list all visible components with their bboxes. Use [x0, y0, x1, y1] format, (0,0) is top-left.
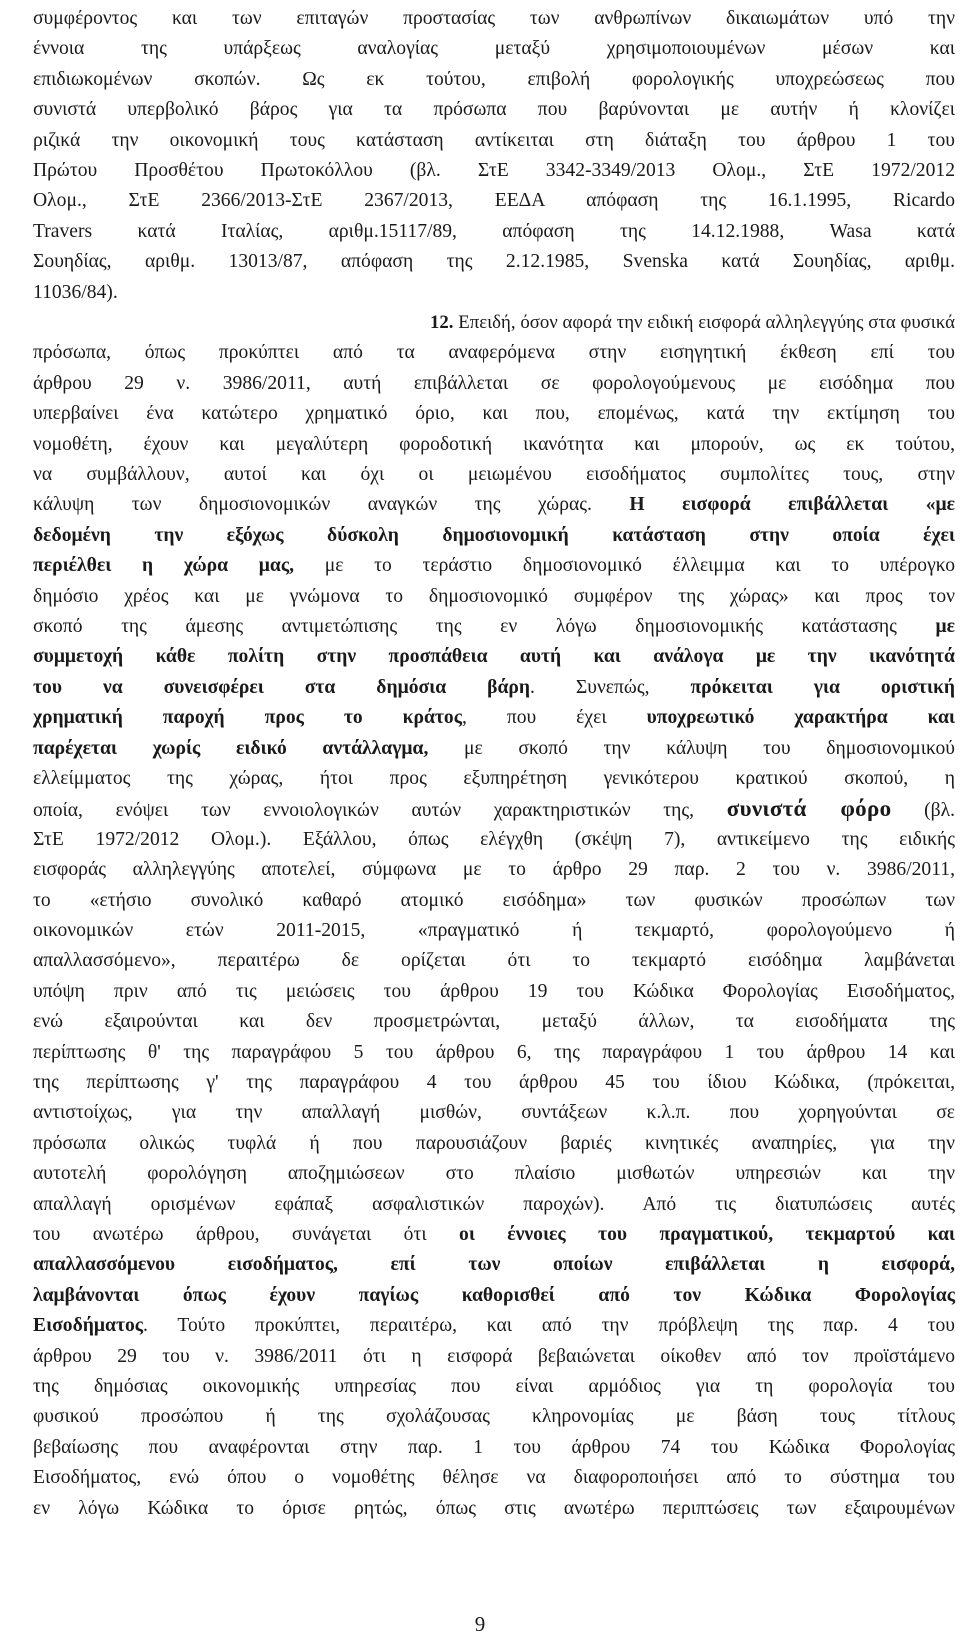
text-run: έννοια της υπάρξεως αναλογίας μεταξύ χρησιμοποιουμένων μέσων και: [33, 38, 955, 60]
text-line: [33, 490, 955, 520]
text-line: [33, 1281, 955, 1311]
text-line: [33, 278, 955, 308]
text-run: υπερβαίνει ένα κατώτερο χρηματικό όριο, και που, επομένως, κατά την εκτίμηση του: [33, 403, 955, 425]
text-run: δημόσιο χρέος και με γνώμονα το δημοσιονομικό συμφέρον της χώρας» και προς τον: [33, 585, 955, 607]
bold-text: συμμετοχή κάθε πολίτη στην προσπάθεια αυτή και ανάλογα με την ικανότητά: [33, 646, 955, 668]
text-line: [33, 1038, 955, 1068]
text-line: [33, 126, 955, 156]
text-run: με το τεράστιο δημοσιονομικό έλλειμμα και το υπέρογκο: [294, 555, 955, 577]
text-line: [33, 855, 955, 885]
text-line: [33, 1068, 955, 1098]
bold-text: με: [935, 616, 955, 637]
text-run: αντιστοίχως, για την απαλλαγή μισθών, συντάξεων κ.λ.π. που χορηγούνται σε: [33, 1102, 955, 1124]
text-run: . Τούτο προκύπτει, περαιτέρω, και από την πρόβλεψη της παρ. 4 του: [143, 1315, 955, 1337]
text-line: [33, 460, 955, 490]
text-line: [33, 1494, 955, 1524]
text-run: απαλλασσόμενο», περαιτέρω δε ορίζεται ότι το τεκμαρτό εισόδημα λαμβάνεται: [33, 950, 955, 972]
bold-text: περιέλθει η χώρα μας,: [33, 555, 295, 577]
text-line: [33, 673, 955, 703]
page-number: 9: [474, 1612, 486, 1636]
text-line: [33, 1250, 955, 1280]
text-run: νομοθέτη, έχουν και μεγαλύτερη φοροδοτική ικανότητα και μπορούν, ως εκ τούτου,: [33, 433, 955, 455]
text-run: (βλ.: [891, 800, 955, 822]
text-run: φυσικού προσώπου ή της σχολάζουσας κληρονομίας με βάση τους τίτλους: [33, 1406, 955, 1428]
text-line: [33, 186, 955, 216]
text-line: [33, 1220, 955, 1250]
text-run: άρθρου 29 ν. 3986/2011, αυτή επιβάλλεται σε φορολογούμενους με εισόδημα που: [33, 372, 955, 394]
text-run: ενώ εξαιρούνται και δεν προσμετρώνται, μεταξύ άλλων, τα εισοδήματα της: [33, 1011, 955, 1033]
text-run: οποία, ενόψει των εννοιολογικών αυτών χαρακτηριστικών της,: [33, 800, 727, 822]
text-line: [33, 916, 955, 946]
bold-text: υποχρεωτικό χαρακτήρα και: [646, 707, 955, 729]
bold-text: πρόκειται για οριστική: [690, 676, 956, 698]
text-line: [33, 369, 955, 399]
text-run: περίπτωσης θ' της παραγράφου 5 του άρθρου 6, της παραγράφου 1 του άρθρου 14 και: [33, 1041, 955, 1063]
text-run: της περίπτωσης γ' της παραγράφου 4 του άρθρου 45 του ίδιου Κώδικα, (πρόκειται,: [33, 1072, 955, 1093]
text-run: ριζικά την οικονομική τους κατάσταση αντίκειται στη διάταξη του άρθρου 1 του: [33, 129, 955, 151]
text-line: [33, 825, 955, 855]
text-line: [33, 1129, 955, 1159]
text-run: εισφοράς αλληλεγγύης αποτελεί, σύμφωνα με το άρθρο 29 παρ. 2 του ν. 3986/2011,: [33, 859, 955, 881]
text-run: Travers κατά Ιταλίας, αριθμ.15117/89, απόφαση της 14.12.1988, Wasa κατά: [33, 220, 955, 242]
text-line: [33, 1098, 955, 1128]
text-run: της δημόσιας οικονομικής υπηρεσίας που είναι αρμόδιος για τη φορολογία του: [33, 1376, 955, 1397]
text-run: του ανωτέρω άρθρου, συνάγεται ότι: [33, 1224, 460, 1245]
emphasis-text: συνιστά φόρο: [726, 796, 892, 822]
text-line: [33, 734, 955, 764]
text-line: [33, 1007, 955, 1037]
bold-text: Εισοδήματος: [33, 1315, 144, 1337]
text-line: [33, 1159, 955, 1189]
text-run: οικονομικών ετών 2011-2015, «πραγματικό ή τεκμαρτό, φορολογούμενο ή: [33, 920, 955, 941]
text-line: [33, 886, 955, 916]
bold-text: παρέχεται χωρίς ειδικό αντάλλαγμα,: [33, 737, 429, 759]
text-line: [33, 65, 955, 95]
text-line: [33, 1311, 955, 1341]
bold-text: λαμβάνονται όπως έχουν παγίως καθορισθεί από τον Κώδικα Φορολογίας: [33, 1284, 955, 1306]
text-line: [33, 95, 955, 125]
text-line: [33, 247, 955, 277]
text-run: αυτοτελή φορολόγηση αποζημιώσεων στο πλαίσιο μισθωτών υπηρεσιών και την: [33, 1163, 955, 1185]
text-run: Επειδή, όσον αφορά την ειδική εισφορά αλληλεγγύης στα φυσικά: [453, 312, 955, 333]
text-run: άρθρου 29 του ν. 3986/2011 ότι η εισφορά βεβαιώνεται οίκοθεν από τον προϊστάμενο: [33, 1345, 955, 1367]
text-line: [33, 764, 955, 794]
text-line: [33, 977, 955, 1007]
text-line: [33, 521, 955, 551]
text-run: συνιστά υπερβολικό βάρος για τα πρόσωπα που βαρύνονται με αυτήν ή κλονίζει: [33, 99, 955, 121]
text-line: [33, 217, 955, 247]
bold-text: του να συνεισφέρει στα δημόσια βάρη: [33, 676, 530, 698]
text-run: απαλλαγή ορισμένων εφάπαξ ασφαλιστικών παροχών). Από τις διατυπώσεις αυτές: [33, 1193, 955, 1215]
text-line: [33, 612, 955, 642]
text-line: [33, 946, 955, 976]
text-run: με σκοπό την κάλυψη του δημοσιονομικού: [428, 737, 955, 759]
text-line: [33, 1190, 955, 1220]
text-run: , που έχει: [462, 707, 647, 729]
text-run: 11036/84).: [33, 281, 118, 303]
text-run: συμφέροντος και των επιταγών προστασίας των ανθρωπίνων δικαιωμάτων υπό την: [33, 8, 955, 29]
text-run: εν λόγω Κώδικα το όρισε ρητώς, όπως στις ανωτέρω περιπτώσεις των εξαιρουμένων: [33, 1497, 955, 1519]
text-line: [33, 1342, 955, 1372]
text-run: ΣτΕ 1972/2012 Ολομ.). Εξάλλου, όπως ελέγχθη (σκέψη 7), αντικείμενο της ειδικής: [33, 828, 955, 850]
text-line: [33, 338, 955, 368]
text-line: [33, 399, 955, 429]
bold-text: απαλλασσόμενου εισοδήματος, επί των οποίων επιβάλλεται η εισφορά,: [33, 1254, 955, 1276]
text-line: [33, 156, 955, 186]
text-run: επιδιωκομένων σκοπών. Ως εκ τούτου, επιβολή φορολογικής υποχρεώσεως που: [33, 68, 955, 90]
bold-text: οι έννοιες του πραγματικού, τεκμαρτού και: [459, 1224, 955, 1245]
text-run: το «ετήσιο συνολικό καθαρό ατομικό εισόδημα» των φυσικών προσώπων των: [33, 889, 955, 911]
text-line: [33, 642, 955, 672]
text-line: [33, 1463, 955, 1493]
text-run: Σουηδίας, αριθμ. 13013/87, απόφαση της 2.12.1985, Svenska κατά Σουηδίας, αριθμ.: [33, 251, 955, 273]
text-run: να συμβάλλουν, αυτοί και όχι οι μειωμένου εισοδήματος συμπολίτες τους, στην: [33, 464, 955, 485]
text-run: Ολομ., ΣτΕ 2366/2013-ΣτΕ 2367/2013, ΕΕΔΑ απόφαση της 16.1.1995, Ricardo: [33, 190, 955, 212]
text-run: κάλυψη των δημοσιονομικών αναγκών της χώρας.: [33, 494, 630, 516]
text-line: [33, 430, 955, 460]
bold-text: 12.: [430, 312, 454, 333]
text-line: [33, 703, 955, 733]
bold-text: Η εισφορά επιβάλλεται «με: [629, 494, 955, 516]
text-line: [33, 582, 955, 612]
text-run: ελλείμματος της χώρας, ήτοι προς εξυπηρέτηση γενικότερου κρατικού σκοπού, η: [33, 768, 955, 789]
text-run: . Συνεπώς,: [530, 676, 691, 698]
text-run: πρόσωπα, όπως προκύπτει από τα αναφερόμενα στην εισηγητική έκθεση επί του: [33, 342, 955, 364]
text-line: [430, 308, 955, 338]
text-run: Πρώτου Προσθέτου Πρωτοκόλλου (βλ. ΣτΕ 3342-3349/2013 Ολομ., ΣτΕ 1972/2012: [33, 160, 955, 181]
text-line: [33, 1433, 955, 1463]
text-line: [33, 34, 955, 64]
text-run: πρόσωπα ολικώς τυφλά ή που παρουσιάζουν βαριές κινητικές αναπηρίες, για την: [33, 1132, 955, 1154]
text-line: [33, 1402, 955, 1432]
bold-text: χρηματική παροχή προς το κράτος: [33, 707, 462, 729]
text-run: Εισοδήματος, ενώ όπου ο νομοθέτης θέλησε να διαφοροποιήσει από το σύστημα του: [33, 1467, 955, 1489]
text-run: σκοπό της άμεσης αντιμετώπισης της εν λόγω δημοσιονομικής κατάστασης: [33, 616, 936, 637]
text-line: [33, 1372, 955, 1402]
text-run: υπόψη πριν από τις μειώσεις του άρθρου 19 του Κώδικα Φορολογίας Εισοδήματος,: [33, 980, 955, 1002]
text-run: βεβαίωσης που αναφέρονται στην παρ. 1 του άρθρου 74 του Κώδικα Φορολογίας: [33, 1436, 955, 1458]
text-line: [33, 794, 955, 824]
bold-text: δεδομένη την εξόχως δύσκολη δημοσιονομική κατάσταση στην οποία έχει: [33, 524, 955, 546]
text-line: [33, 551, 955, 581]
text-line: [33, 4, 955, 34]
